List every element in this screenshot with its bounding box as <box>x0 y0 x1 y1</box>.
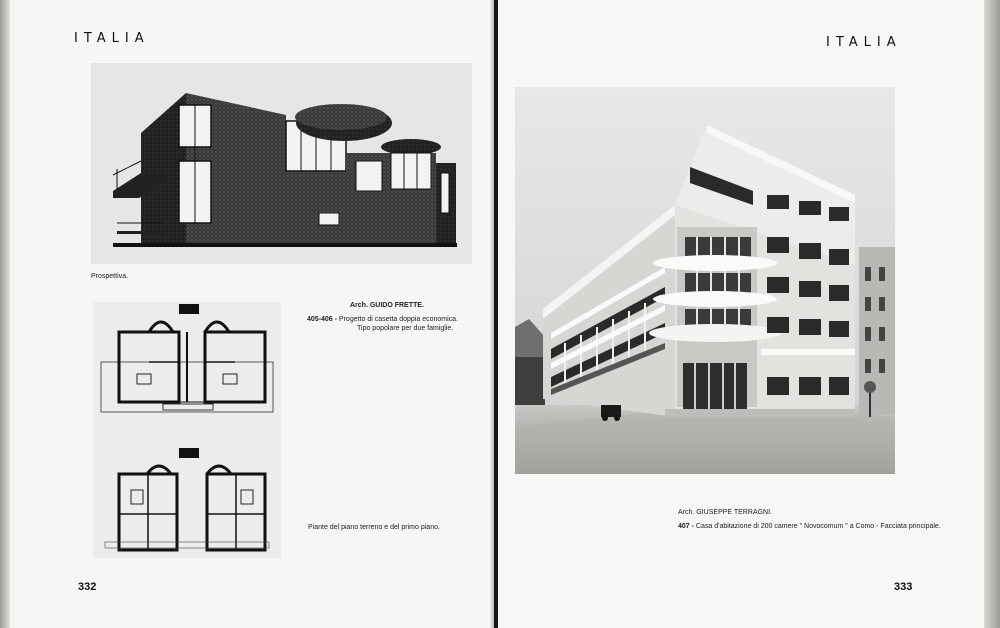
architect-caption-terragni <box>678 508 772 518</box>
right-page-header: ITALIA <box>826 35 902 50</box>
right-page <box>498 0 984 628</box>
architect-caption-frette <box>350 301 424 311</box>
left-page-number: 332 <box>78 581 97 593</box>
book-edge-right <box>984 0 1000 628</box>
photo-caption <box>678 522 941 532</box>
architect-name-frette: Arch. GUIDO FRETTE. <box>350 302 424 309</box>
plans-caption: Piante del piano terreno e del primo piano. <box>308 524 440 531</box>
project-number: 405-406 - <box>307 316 337 323</box>
right-page-number: 333 <box>894 581 913 593</box>
novocomum-photograph <box>515 87 895 474</box>
photo-caption-text: Casa d'abitazione di 200 camere " Novocomum " a Como - Facciata principale. <box>695 523 941 530</box>
architect-name-terragni: Arch. GIUSEPPE TERRAGNI. <box>678 509 773 516</box>
perspective-caption: Prospettiva. <box>91 273 128 280</box>
project-line-2: Tipo popolare per due famiglie. <box>357 325 454 332</box>
left-page <box>10 0 494 628</box>
photo-number: 407 - <box>678 523 694 530</box>
perspective-drawing <box>91 63 472 264</box>
left-page-header: ITALIA <box>74 31 150 46</box>
project-line-1: Progetto di casetta doppia economica. <box>338 316 458 323</box>
floor-plans <box>93 302 281 558</box>
book-edge-left <box>0 0 10 628</box>
